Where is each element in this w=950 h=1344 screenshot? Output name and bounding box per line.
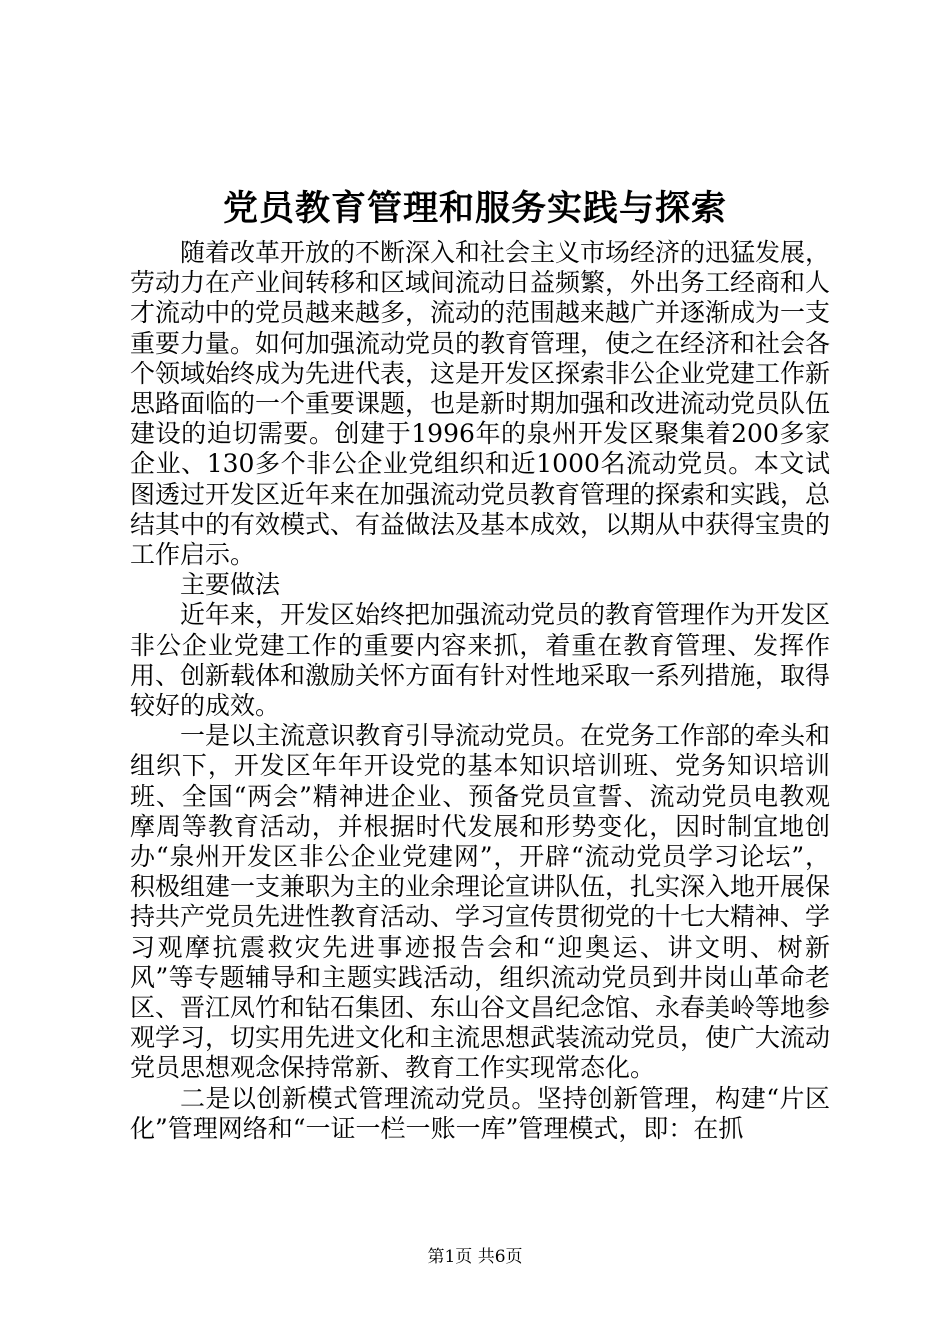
paragraph-point-two: 二是以创新模式管理流动党员。坚持创新管理，构建“片区化”管理网络和“一证一栏一账一库”管理模式，即：在抓 [130, 1083, 830, 1143]
document-title: 党员教育管理和服务实践与探索 [222, 189, 727, 229]
paragraph-overview: 近年来，开发区始终把加强流动党员的教育管理作为开发区非公企业党建工作的重要内容来抓，着重在教育管理、发挥作用、创新载体和激励关怀方面有针对性地采取一系列措施，取得较好的成效。 [130, 600, 831, 721]
page-number-footer: 第1页 共6页 [427, 1247, 523, 1267]
paragraph-intro: 随着改革开放的不断深入和社会主义市场经济的迅猛发展，劳动力在产业间转移和区域间流动日益频繁，外出务工经商和人才流动中的党员越来越多，流动的范围越来越广并逐渐成为一支重要力量。如何加强流动党员的教育管理，使之在经济和社会各个领域始终成为先进代表，这是开发区探索非公企业党建工作新思路面临的一个重要课题，也是新时期加强和改进流动党员队伍建设的迫切需要。创建于1996年的泉州开发区聚集着200多家企业、130多个非公企业党组织和近1000名流动党员。本文试图透过开发区近年来在加强流动党员教育管理的探索和实践，总结其中的有效模式、有益做法及基本成效，以期从中获得宝贵的工作启示。 [130, 238, 831, 570]
paragraph-point-one: 一是以主流意识教育引导流动党员。在党务工作部的牵头和组织下，开发区年年开设党的基本知识培训班、党务知识培训班、全国“两会”精神进企业、预备党员宣誓、流动党员电教观摩周等教育活动，并根据时代发展和形势变化，因时制宜地创办“泉州开发区非公企业党建网”，开辟“流动党员学习论坛”，积极组建一支兼职为主的业余理论宣讲队伍，扎实深入地开展保持共产党员先进性教育活动、学习宣传贯彻党的十七大精神、学习观摩抗震救灾先进事迹报告会和“迎奥运、讲文明、树新风”等专题辅导和主题实践活动，组织流动党员到井岗山革命老区、晋江凤竹和钻石集团、东山谷文昌纪念馆、永春美岭等地参观学习，切实用先进文化和主流思想武装流动党员，使广大流动党员思想观念保持常新、教育工作实现常态化。 [130, 721, 831, 1083]
document-body [130, 238, 830, 1144]
section-heading-main-practices: 主要做法 [180, 570, 281, 600]
